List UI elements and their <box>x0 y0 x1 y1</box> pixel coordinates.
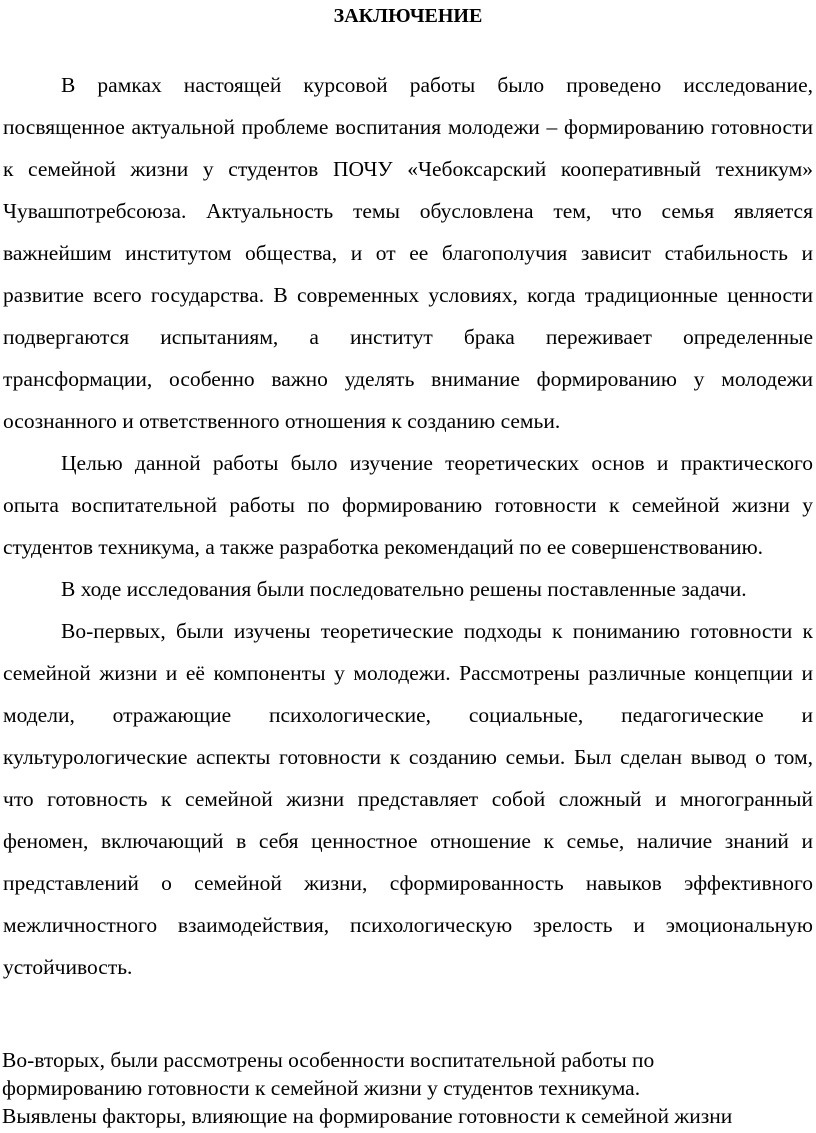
paragraph-1: В рамках настоящей курсовой работы было проведено исследование, посвященное актуальной проблеме воспитания молодежи – формированию готовности к семейной жизни у студентов ПОЧУ «Чебоксарский кооперативный техникум» Чувашпотребсоюза. Актуальность темы обусловлена тем, что семья является важнейшим институтом общества, и от ее благополучия зависит стабильность и развитие всего государства. В современных условиях, когда традиционные ценности подвергаются испытаниям, а институт брака переживает определенные трансформации, особенно важно уделять внимание формированию у молодежи осознанного и ответственного отношения к созданию семьи. <box>3 73 813 433</box>
paragraph-2: Целью данной работы было изучение теоретических основ и практического опыта воспитательной работы по формированию готовности к семейной жизни у студентов техникума, а также разработка рекомендаций по ее совершенствованию. <box>3 451 813 559</box>
document-tail <box>2 1046 814 1130</box>
tail-line-2: формированию готовности к семейной жизни у студентов техникума. <box>2 1076 641 1100</box>
paragraph-4: Во-первых, были изучены теоретические подходы к пониманию готовности к семейной жизни и её компоненты у молодежи. Рассмотрены различные концепции и модели, отражающие психологические, социальные, педагогические и культурологические аспекты готовности к созданию семьи. Был сделан вывод о том, что готовность к семейной жизни представляет собой сложный и многогранный феномен, включающий в себя ценностное отношение к семье, наличие знаний и представлений о семейной жизни, сформированность навыков эффективного межличностного взаимодействия, психологическую зрелость и эмоциональную устойчивость. <box>3 619 813 979</box>
tail-line-1: Во-вторых, были рассмотрены особенности воспитательной работы по <box>2 1048 655 1072</box>
page-title: ЗАКЛЮЧЕНИЕ <box>333 5 483 27</box>
paragraph-3: В ходе исследования были последовательно решены поставленные задачи. <box>61 577 747 601</box>
document-body <box>3 64 813 988</box>
tail-line-3: Выявлены факторы, влияющие на формирование готовности к семейной жизни <box>2 1104 733 1128</box>
